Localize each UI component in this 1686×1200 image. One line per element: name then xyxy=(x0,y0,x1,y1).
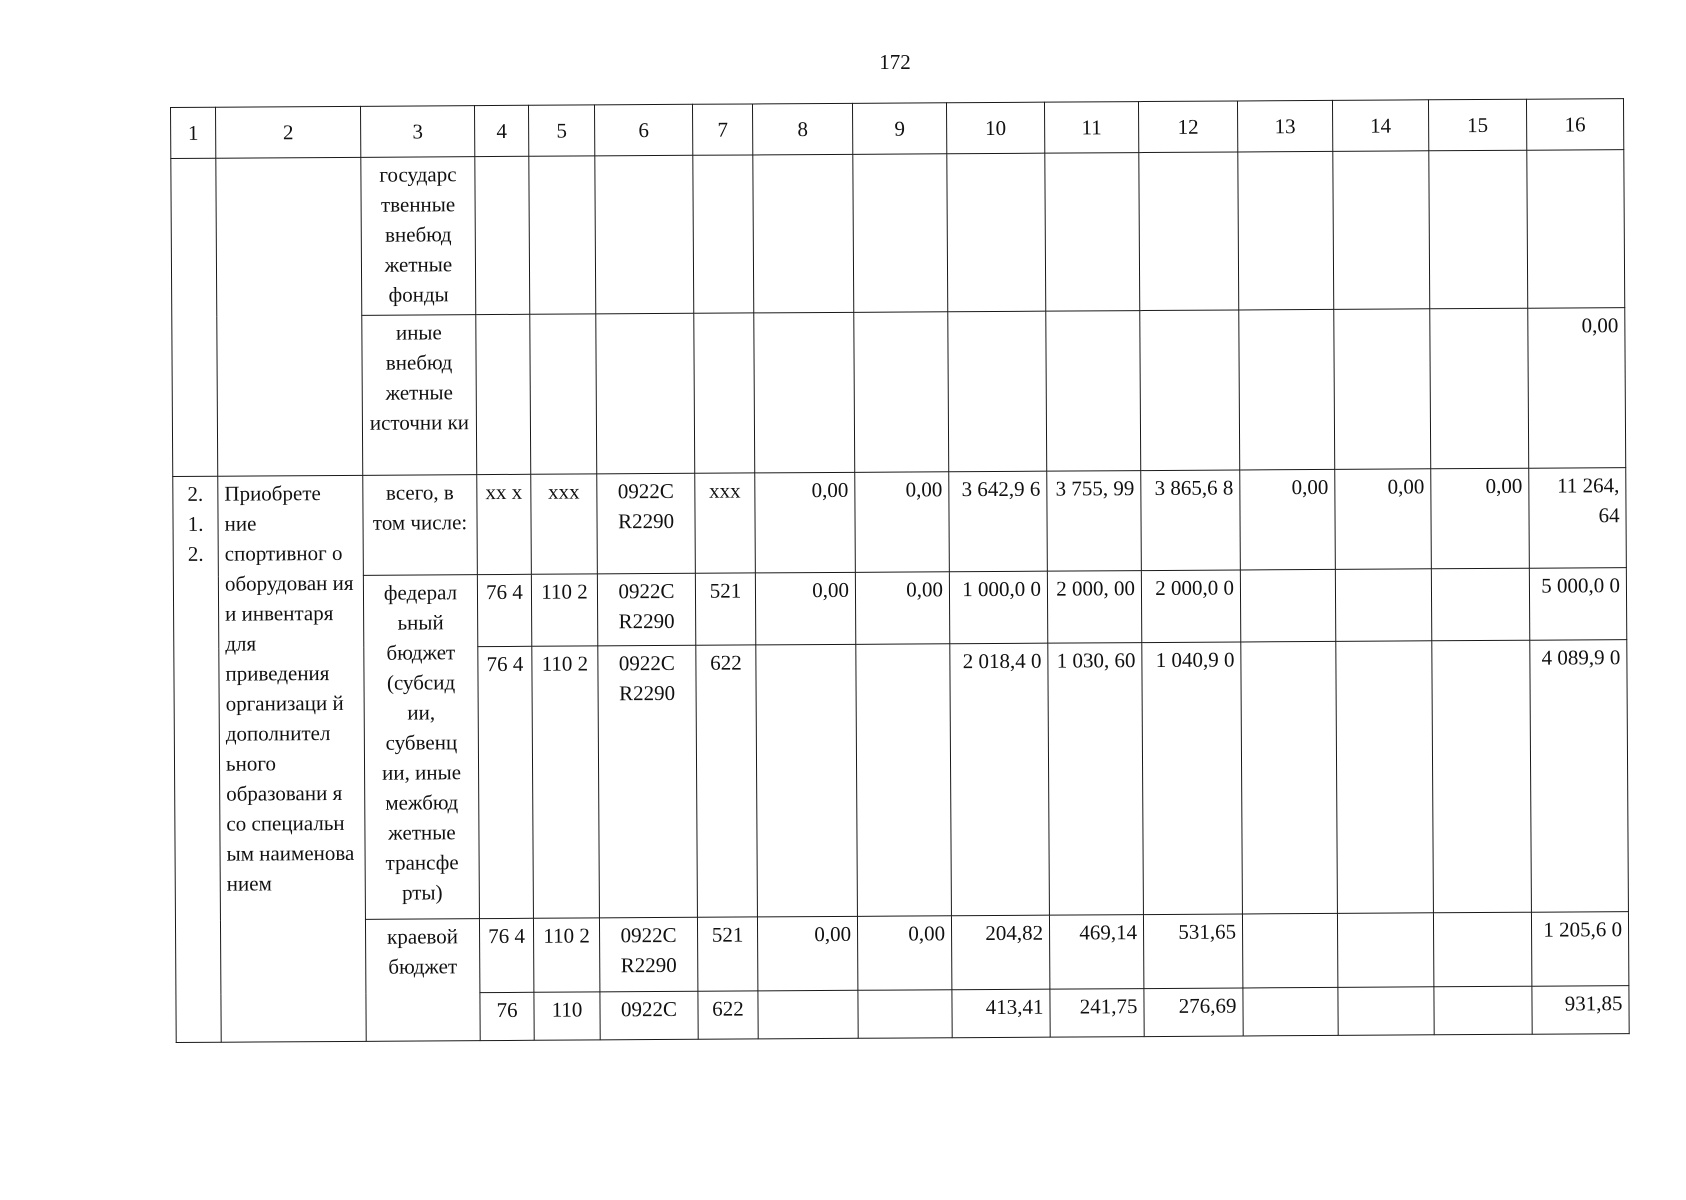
value-cell: 0,00 xyxy=(855,572,949,645)
funding-source-cell: государс твенные внебюд жетные фонды xyxy=(361,157,476,316)
header-cell: 12 xyxy=(1138,101,1237,153)
page-number: 172 xyxy=(879,50,911,74)
value-cell: 1 000,0 0 xyxy=(949,571,1047,644)
code-cell: 521 xyxy=(695,573,755,645)
item-number-cell: 2. 1. 2. xyxy=(173,476,221,1042)
value-cell: 276,69 xyxy=(1144,988,1243,1037)
value-cell: 2 018,4 0 xyxy=(950,643,1050,916)
header-cell: 9 xyxy=(852,103,946,155)
code-cell: 110 2 xyxy=(531,574,597,646)
code-cell: 110 2 xyxy=(532,646,600,918)
value-cell: 3 865,6 8 xyxy=(1141,470,1241,571)
header-cell: 3 xyxy=(360,106,474,158)
funding-source-cell: федерал ьный бюджет (субсид ии, субвенц ии, иные межбюд жетные трансфе рты) xyxy=(363,575,479,920)
header-cell: 8 xyxy=(752,103,852,155)
code-cell: 110 2 xyxy=(533,918,599,992)
code-cell: 0922С R2290 xyxy=(598,645,698,918)
header-cell: 13 xyxy=(1237,100,1332,152)
header-cell: 5 xyxy=(528,105,594,156)
value-cell: 5 000,0 0 xyxy=(1529,568,1626,641)
table-row-other-sources xyxy=(172,308,1626,477)
value-cell: 2 000,0 0 xyxy=(1141,570,1240,643)
value-cell: 4 089,9 0 xyxy=(1530,640,1629,913)
table-row-total xyxy=(173,468,1627,577)
value-cell: 531,65 xyxy=(1143,914,1242,989)
code-cell: 622 xyxy=(698,991,758,1039)
value-cell: 0,00 xyxy=(855,472,950,573)
code-cell: хх х xyxy=(477,474,532,574)
code-cell: 76 4 xyxy=(477,574,531,646)
table-row-federal-521 xyxy=(173,568,1626,649)
value-cell: 2 000, 00 xyxy=(1047,571,1141,644)
value-cell: 0,00 xyxy=(757,916,857,991)
item-name-cell: Приобрете ние спортивног о оборудован ия и инвентаря для приведения организаци й дополнител ьного образовани я со специальн ым наименова нием xyxy=(218,475,366,1042)
value-cell: 931,85 xyxy=(1532,986,1629,1035)
code-cell: 0922С xyxy=(600,991,698,1040)
empty-cell xyxy=(171,158,218,476)
header-cell: 1 xyxy=(171,107,216,158)
budget-table xyxy=(170,98,1630,1043)
header-cell: 10 xyxy=(946,102,1044,154)
value-cell: 3 642,9 6 xyxy=(949,471,1048,572)
value-cell: 0,00 xyxy=(857,916,951,991)
value-cell: 0,00 xyxy=(1528,308,1626,469)
funding-source-cell: всего, в том числе: xyxy=(363,475,478,576)
code-cell: 0922С R2290 xyxy=(599,917,697,992)
code-cell: ххх xyxy=(531,474,598,574)
code-cell: 0922С R2290 xyxy=(597,473,696,574)
value-cell: 1 030, 60 xyxy=(1048,643,1144,916)
funding-source-cell: иные внебюд жетные источни ки xyxy=(362,315,477,476)
value-cell: 1 205,6 0 xyxy=(1531,912,1628,987)
value-cell: 11 264, 64 xyxy=(1529,468,1627,569)
value-cell: 469,14 xyxy=(1049,915,1143,990)
value-cell: 0,00 xyxy=(1240,469,1336,570)
table-row-regional-521 xyxy=(175,912,1628,995)
header-cell: 7 xyxy=(692,104,752,155)
header-cell: 4 xyxy=(474,105,528,156)
header-cell: 16 xyxy=(1526,99,1623,151)
code-cell: 110 xyxy=(534,992,600,1040)
empty-cell xyxy=(216,157,363,476)
code-cell: 521 xyxy=(697,917,757,991)
value-cell: 204,82 xyxy=(951,915,1049,990)
code-cell: 622 xyxy=(696,645,758,917)
value-cell: 1 040,9 0 xyxy=(1142,642,1243,915)
header-cell: 14 xyxy=(1332,100,1428,152)
code-cell: 0922С R2290 xyxy=(597,573,695,646)
code-cell: 76 xyxy=(480,992,534,1040)
funding-source-cell: краевой бюджет xyxy=(365,919,480,1042)
header-cell: 6 xyxy=(594,104,692,156)
header-cell: 2 xyxy=(216,106,361,158)
value-cell: 0,00 xyxy=(755,572,855,645)
value-cell: 3 755, 99 xyxy=(1047,471,1142,572)
value-cell: 413,41 xyxy=(952,989,1050,1038)
value-cell: 0,00 xyxy=(1431,468,1530,569)
header-cell: 11 xyxy=(1044,102,1138,154)
code-cell: 76 4 xyxy=(478,646,534,918)
code-cell: ххх xyxy=(695,473,756,573)
value-cell: 0,00 xyxy=(1335,469,1432,570)
header-row xyxy=(171,99,1624,159)
header-cell: 15 xyxy=(1428,99,1526,151)
value-cell: 0,00 xyxy=(755,472,856,573)
value-cell: 241,75 xyxy=(1050,989,1144,1038)
table-row-gov-funds xyxy=(171,150,1625,317)
code-cell: 76 4 xyxy=(479,918,533,992)
